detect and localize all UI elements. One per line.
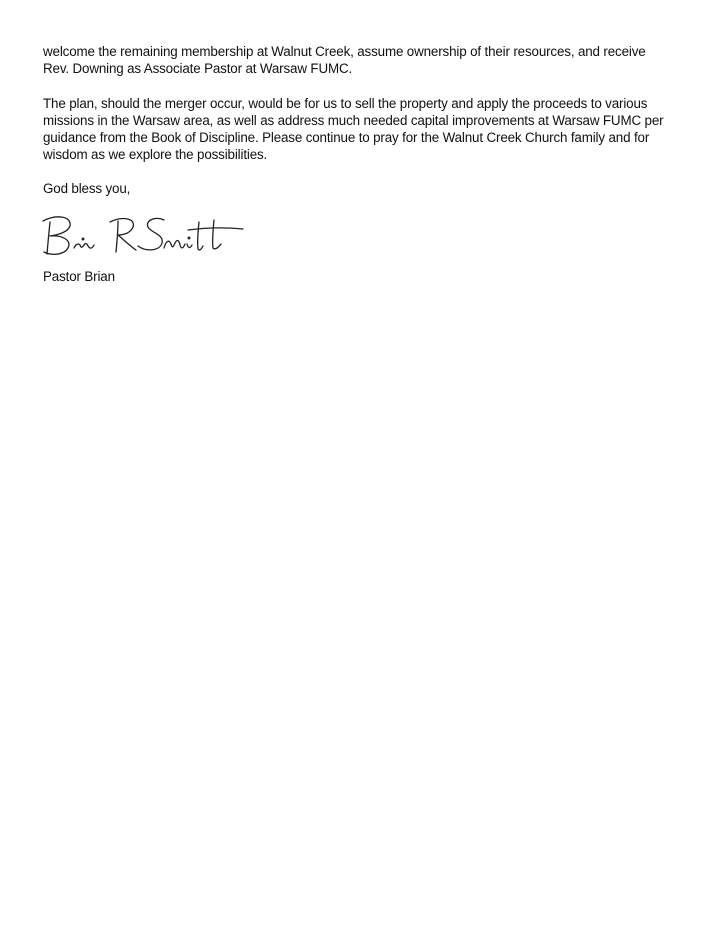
text-line: guidance from the Book of Discipline. Please continue to pray for the Walnut Creek Church family and for bbox=[43, 130, 650, 145]
paragraph-merger-plan bbox=[43, 95, 683, 163]
signer-name: Pastor Brian bbox=[43, 269, 115, 284]
text-line: welcome the remaining membership at Walnut Creek, assume ownership of their resources, and receive bbox=[43, 44, 646, 59]
paragraph-merger-terms bbox=[43, 43, 683, 77]
text-line: wisdom as we explore the possibilities. bbox=[43, 147, 268, 162]
text-line: The plan, should the merger occur, would be for us to sell the property and apply the proceeds to various bbox=[43, 96, 648, 111]
handwritten-signature bbox=[38, 208, 248, 264]
closing-salutation: God bless you, bbox=[43, 181, 131, 196]
text-line: missions in the Warsaw area, as well as address much needed capital improvements at Warsaw FUMC per bbox=[43, 113, 664, 128]
text-line: Rev. Downing as Associate Pastor at Warsaw FUMC. bbox=[43, 61, 353, 76]
